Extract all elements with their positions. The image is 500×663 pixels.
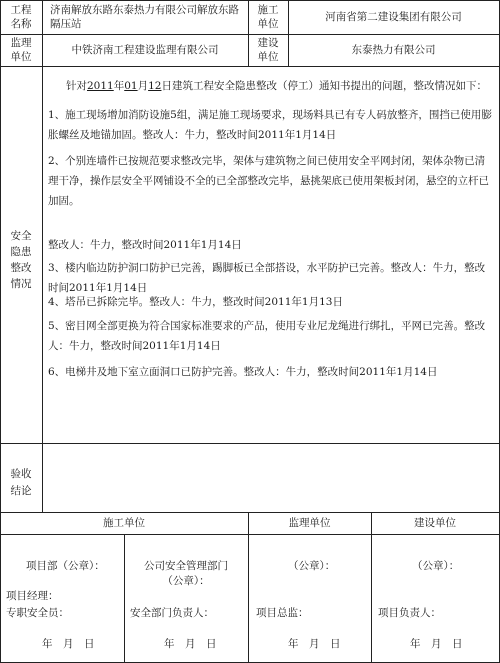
- safety-dept-head: 安全部门负责人：: [130, 607, 214, 619]
- hazard-label-4: 情况: [10, 278, 32, 290]
- rule-row4: [0, 512, 500, 513]
- project-manager: 项目经理：: [6, 590, 59, 602]
- rule-sign-col3: [371, 512, 372, 663]
- acceptance-label-2: 结论: [10, 485, 32, 497]
- project-name-line1: 济南解放东路东泰热力有限公司解放东路: [50, 4, 239, 16]
- frame-top: [0, 0, 500, 1]
- contractor-header: 施工单位: [103, 517, 145, 529]
- contractor-date: 年 月 日: [42, 638, 95, 650]
- hazard-intro: 针对2011年01月12日建筑工程安全隐患整改（停工）通知书提出的问题，整改情况如下：: [66, 80, 487, 92]
- rule-row2: [0, 66, 500, 67]
- owner-name: 东泰热力有限公司: [351, 44, 436, 56]
- supervisor-seal: （公章）：: [288, 560, 336, 572]
- owner-seal: （公章）：: [412, 560, 460, 572]
- supervisor-header: 监理单位: [288, 517, 331, 529]
- rule-row3: [0, 443, 500, 444]
- project-name-line2: 隔压站: [50, 18, 82, 30]
- supervisor-label-2: 单位: [10, 51, 32, 63]
- hazard-item-3: 3、楼内临边防护洞口防护已完善，踢脚板已全部搭设，水平防护已完善。整改人：牛力，整改时间2011年1月14日: [48, 262, 486, 294]
- safety-dept-line2: （公章）：: [162, 575, 210, 587]
- project-label-1: 工程: [10, 4, 32, 16]
- hazard-item-2: 2、个别连墙件已按规范要求整改完毕，架体与建筑物之间已使用安全平网封闭，架体杂物已清理干净，操作层安全平网铺设不全的已全部整改完毕，悬挑架底已使用架板封闭，悬空的立杆已加固。: [48, 155, 489, 207]
- hazard-item-1: 1、施工现场增加消防设施5组，满足施工现场要求，现场料具已有专人码放整齐，围挡已使用膨胀螺丝及地锚加固。整改人：牛力，整改时间2011年1月14日: [48, 109, 492, 141]
- hazard-item-4: 4、塔吊已拆除完毕。整改人：牛力，整改时间2011年1月13日: [48, 296, 343, 308]
- supervisor-date: 年 月 日: [288, 638, 341, 650]
- rule-label-col: [42, 0, 43, 512]
- rule-row1: [0, 34, 500, 35]
- rule-sign-col1: [124, 534, 125, 663]
- acceptance-label-1: 验收: [10, 468, 32, 480]
- contractor-label-2: 单位: [257, 18, 279, 30]
- rule-sign-col2: [248, 512, 249, 663]
- project-label-2: 名称: [10, 18, 32, 30]
- owner-label-1: 建设: [257, 37, 279, 49]
- hazard-item-2-rectifier: 整改人：牛力，整改时间2011年1月14日: [48, 239, 242, 251]
- hazard-item-5: 5、密目网全部更换为符合国家标准要求的产品，使用专业尼龙绳进行绑扎，平网已完善。整改人：牛力，整改时间2011年1月14日: [48, 320, 486, 352]
- frame-left: [0, 0, 1, 663]
- chief-supervisor: 项目总监：: [256, 607, 309, 619]
- hazard-item-6: 6、电梯井及地下室立面洞口已防护完善。整改人：牛力，整改时间2011年1月14日: [48, 366, 438, 378]
- owner-label-2: 单位: [257, 51, 279, 63]
- supervisor-name: 中铁济南工程建设监理有限公司: [71, 44, 219, 56]
- supervisor-label-1: 监理: [10, 37, 32, 49]
- owner-header: 建设单位: [414, 517, 456, 529]
- notice-day: 12: [148, 80, 162, 92]
- contractor-label-1: 施工: [257, 4, 279, 16]
- project-dept-seal: 项目部（公章）：: [26, 560, 105, 572]
- safety-officer: 专职安全员：: [6, 607, 69, 619]
- hazard-label-3: 整改: [10, 262, 32, 274]
- owner-project-head: 项目负责人：: [378, 607, 441, 619]
- safety-dept-date: 年 月 日: [164, 638, 217, 650]
- hazard-label-2: 隐患: [10, 246, 32, 258]
- hazard-label-1: 安全: [10, 230, 32, 242]
- safety-dept-line1: 公司安全管理部门: [144, 560, 228, 572]
- rule-row5: [0, 534, 500, 535]
- contractor-name: 河南省第二建设集团有限公司: [325, 11, 462, 23]
- notice-year: 2011: [87, 80, 114, 92]
- notice-month: 01: [124, 80, 138, 92]
- owner-date: 年 月 日: [410, 638, 463, 650]
